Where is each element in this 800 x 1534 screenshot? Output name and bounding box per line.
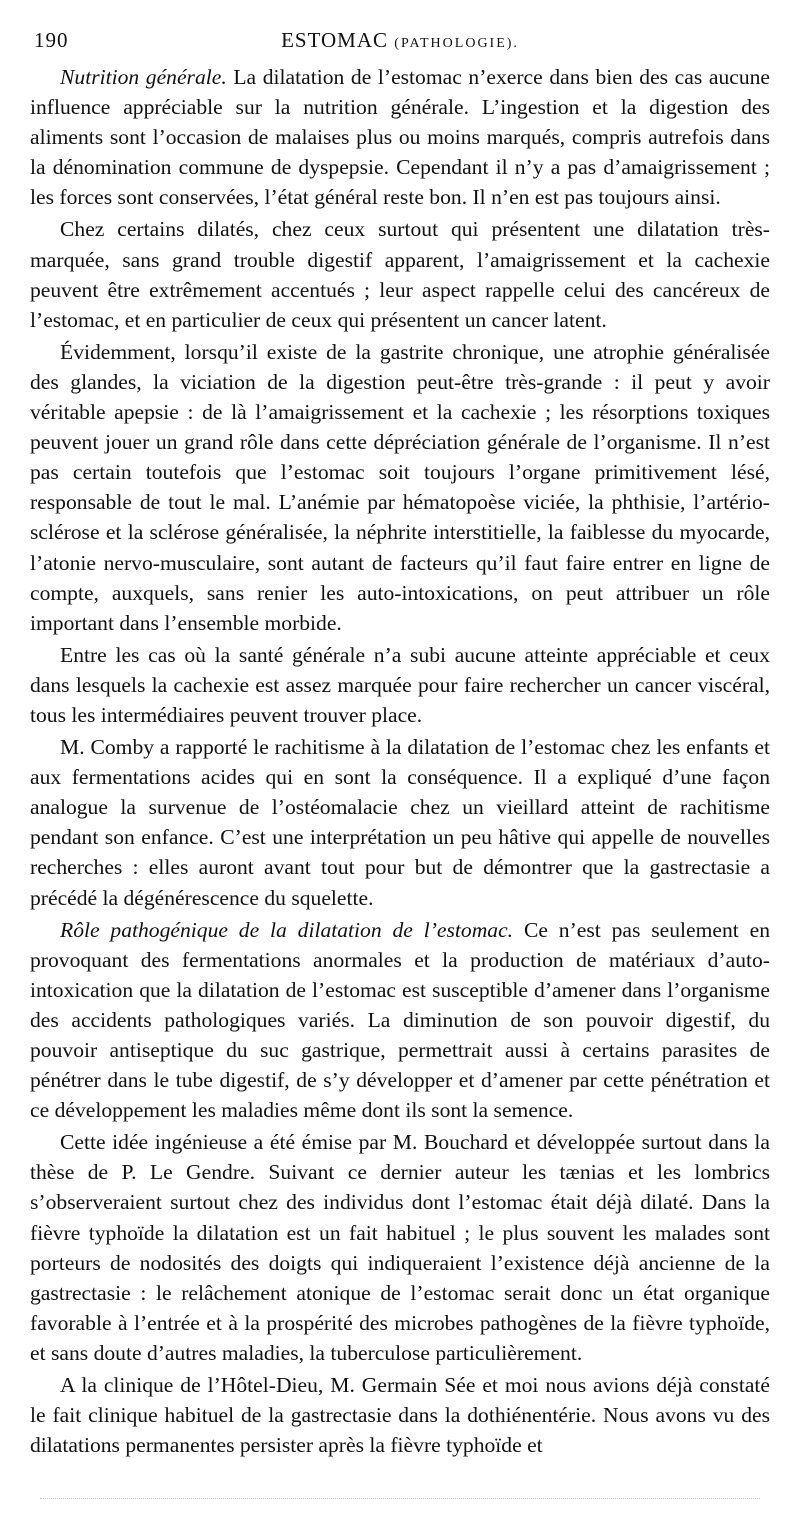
paragraph-text: A la clinique de l’Hôtel-Dieu, M. Germain Sée et moi nous avions déjà constaté le fait clinique habituel de la gastrectasie dans la dothiénentérie. Nous avons vu des dilatations permanentes persister après la fièvre typhoïde et (30, 1373, 770, 1458)
page-number: 190 (34, 28, 69, 52)
paragraph (30, 62, 770, 212)
header-section: (PATHOLOGIE). (394, 36, 519, 51)
paragraph-text: Évidemment, lorsqu’il existe de la gastrite chronique, une atrophie généralisée des glandes, la viciation de la digestion peut-être très-grande : il peut y avoir véritable apepsie : de là l’amaigrissement et la cachexie ; les résorptions toxiques peuvent jouer un grand rôle dans cette dépréciation générale de l’organisme. Il n’est pas certain toutefois que l’estomac soit toujours l’organe primitivement lésé, responsable de tout le mal. L’anémie par hématopoèse viciée, la phthisie, l’artério-sclérose et la sclérose généralisée, la néphrite interstitielle, la faiblesse du myocarde, l’atonie nervo-musculaire, sont autant de facteurs qu’il faut faire entrer en ligne de compte, auxquels, sans renier les auto-intoxications, on peut attribuer un rôle important dans l’ensemble morbide. (30, 339, 770, 635)
footer-bleed-through (40, 1498, 760, 1500)
paragraph-text: M. Comby a rapporté le rachitisme à la dilatation de l’estomac chez les enfants et aux fermentations acides qui en sont la conséquence. Il a expliqué d’une façon analogue la survenue de l’ostéomalacie chez un vieillard atteint de rachitisme pendant son enfance. C’est une interprétation un peu hâtive qui appelle de nouvelles recherches : elles auront avant tout pour but de démontrer que la gastrectasie a précédé la dégénérescence du squelette. (30, 735, 770, 910)
paragraph-text: Ce n’est pas seulement en provoquant des fermentations anormales et la production de matériaux d’auto-intoxication que la dilatation de l’estomac est susceptible d’amener dans l’organisme des accidents pathologiques variés. La diminution de son pouvoir digestif, du pouvoir antiseptique du suc gastrique, permettrait aussi à certains parasites de pénétrer dans le tube digestif, de s’y développer et d’amener par cette pénétration et ce développement les maladies même dont ils sont la semence. (30, 917, 770, 1123)
paragraph (30, 1370, 770, 1460)
paragraph-heading: Rôle pathogénique de la dilatation de l’estomac. (60, 917, 514, 942)
paragraph (30, 214, 770, 334)
paragraph (30, 732, 770, 913)
paragraph (30, 915, 770, 1126)
paragraph (30, 337, 770, 638)
paragraph (30, 1127, 770, 1368)
paragraph-heading: Nutrition générale. (60, 65, 227, 89)
header-title: ESTOMAC (281, 28, 389, 52)
paragraph-text: Entre les cas où la santé générale n’a subi aucune atteinte appréciable et ceux dans lesquels la cachexie est assez marquée pour faire rechercher un cancer viscéral, tous les intermédiaires peuvent trouver place. (30, 642, 770, 727)
book-page (30, 28, 770, 1462)
paragraph (30, 640, 770, 730)
paragraph-text: La dilatation de l’estomac n’exerce dans bien des cas aucune influence appréciable sur la nutrition générale. L’ingestion et la digestion des aliments sont l’occasion de malaises plus ou moins marqués, compris autrefois dans la dénomination commune de dyspepsie. Cependant il n’y a pas d’amaigrissement ; les forces sont conservées, l’état général reste bon. Il n’en est pas toujours ainsi. (30, 65, 770, 210)
body-text (30, 62, 770, 1460)
paragraph-text: Chez certains dilatés, chez ceux surtout qui présentent une dilatation très-marquée, sans grand trouble digestif apparent, l’amaigrissement et la cachexie peuvent être extrêmement accentués ; leur aspect rappelle celui des cancéreux de l’estomac, et en particulier de ceux qui présentent un cancer latent. (30, 217, 770, 332)
running-title (30, 28, 770, 53)
running-header (30, 28, 770, 62)
paragraph-text: Cette idée ingénieuse a été émise par M. Bouchard et développée surtout dans la thèse de P. Le Gendre. Suivant ce dernier auteur les tænias et les lombrics s’observeraient surtout chez des individus dont l’estomac était déjà dilaté. Dans la fièvre typhoïde la dilatation est un fait habituel ; le plus souvent les malades sont porteurs de nodosités des doigts qui indiqueraient l’existence déjà ancienne de la gastrectasie : le relâchement atonique de l’estomac serait donc un état organique favorable à l’entrée et à la prospérité des microbes pathogènes de la fièvre typhoïde, et sans doute d’autres maladies, la tuberculose particulièrement. (30, 1130, 770, 1365)
